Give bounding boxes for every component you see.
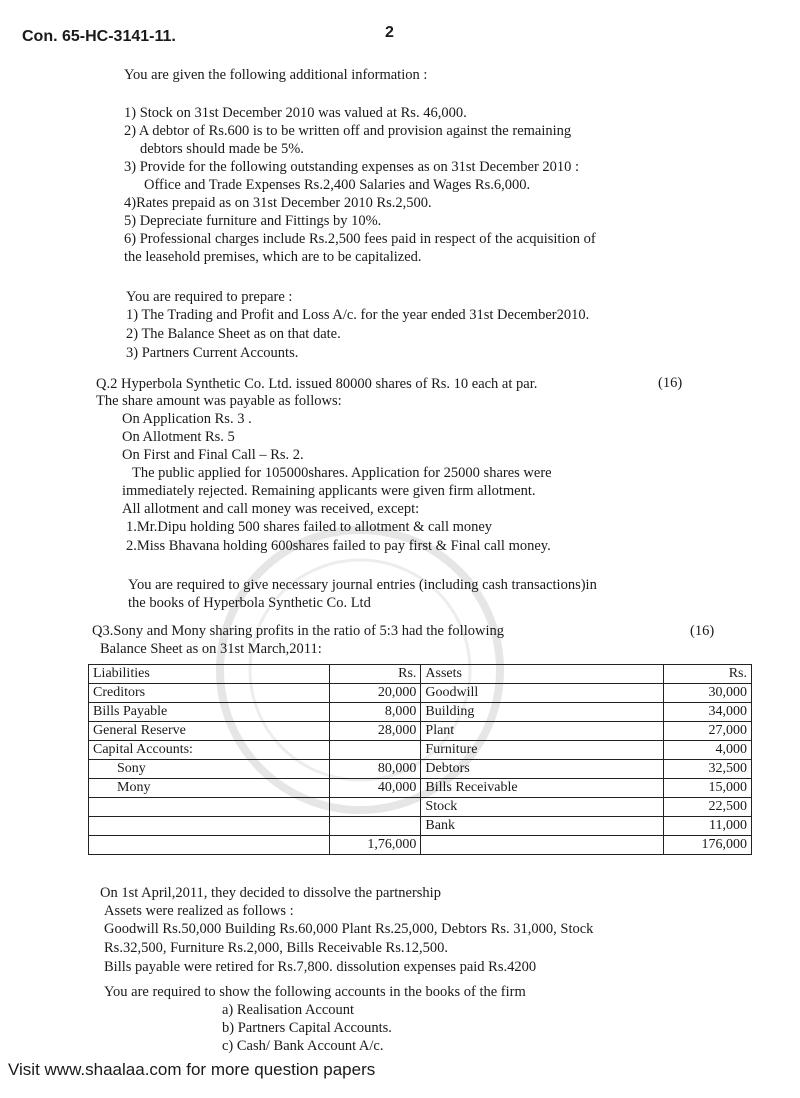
table-cell: Building <box>421 703 664 722</box>
q3-after-line: Assets were realized as follows : <box>104 903 294 919</box>
table-total-row <box>89 836 752 855</box>
page-number: 2 <box>385 24 394 41</box>
table-cell: General Reserve <box>89 722 330 741</box>
table-row <box>89 722 752 741</box>
required-item: 3) Partners Current Accounts. <box>126 345 299 361</box>
table-cell: 20,000 <box>329 684 421 703</box>
table-row <box>89 779 752 798</box>
q2-line: All allotment and call money was received, except: <box>122 501 420 517</box>
info-line: 3) Provide for the following outstanding expenses as on 31st December 2010 : <box>124 159 580 175</box>
table-cell: 30,000 <box>664 684 752 703</box>
q2-line: On Allotment Rs. 5 <box>122 429 235 445</box>
table-row <box>89 798 752 817</box>
table-cell: 15,000 <box>664 779 752 798</box>
table-cell: Mony <box>89 779 330 798</box>
required-intro: You are required to prepare : <box>126 289 293 305</box>
info-line: 2) A debtor of Rs.600 is to be written off and provision against the remaining <box>124 123 572 139</box>
q2-line: 1.Mr.Dipu holding 500 shares failed to allotment & call money <box>126 519 493 535</box>
table-cell <box>421 836 664 855</box>
q2-line: The public applied for 105000shares. Application for 25000 shares were <box>132 465 552 481</box>
table-cell: 40,000 <box>329 779 421 798</box>
table-cell: 34,000 <box>664 703 752 722</box>
table-cell: Capital Accounts: <box>89 741 330 760</box>
table-cell: Creditors <box>89 684 330 703</box>
table-row <box>89 684 752 703</box>
table-row <box>89 817 752 836</box>
table-cell: 4,000 <box>664 741 752 760</box>
q3-after-line: Rs.32,500, Furniture Rs.2,000, Bills Receivable Rs.12,500. <box>104 940 448 956</box>
q3-after-line: Bills payable were retired for Rs.7,800. dissolution expenses paid Rs.4200 <box>104 959 537 975</box>
info-line: 4)Rates prepaid as on 31st December 2010 Rs.2,500. <box>124 195 432 211</box>
table-cell: Furniture <box>421 741 664 760</box>
table-row <box>89 760 752 779</box>
table-cell <box>329 817 421 836</box>
q2-line: immediately rejected. Remaining applicants were given firm allotment. <box>122 483 536 499</box>
table-cell <box>89 798 330 817</box>
q3-after-line: Goodwill Rs.50,000 Building Rs.60,000 Plant Rs.25,000, Debtors Rs. 31,000, Stock <box>104 921 594 937</box>
table-cell: 80,000 <box>329 760 421 779</box>
q3-after-line: On 1st April,2011, they decided to dissolve the partnership <box>100 885 441 901</box>
header-rs: Rs. <box>329 665 421 684</box>
table-cell <box>329 798 421 817</box>
total-assets: 176,000 <box>664 836 752 855</box>
table-cell: Goodwill <box>421 684 664 703</box>
table-cell: 11,000 <box>664 817 752 836</box>
header-assets: Assets <box>421 665 664 684</box>
q3-after-line: You are required to show the following accounts in the books of the firm <box>104 984 526 1000</box>
q2-line: 2.Miss Bhavana holding 600shares failed to pay first & Final call money. <box>126 538 551 554</box>
q2-line: the books of Hyperbola Synthetic Co. Ltd <box>128 595 371 611</box>
paper-code: Con. 65-HC-3141-11. <box>22 28 176 45</box>
account-item: b) Partners Capital Accounts. <box>222 1020 392 1036</box>
table-cell: Debtors <box>421 760 664 779</box>
table-cell <box>89 836 330 855</box>
info-line: Office and Trade Expenses Rs.2,400 Salaries and Wages Rs.6,000. <box>144 177 531 193</box>
additional-info-intro: You are given the following additional information : <box>124 67 428 83</box>
table-cell: 22,500 <box>664 798 752 817</box>
table-row <box>89 703 752 722</box>
required-item: 2) The Balance Sheet as on that date. <box>126 326 341 342</box>
info-line: the leasehold premises, which are to be capitalized. <box>124 249 422 265</box>
info-line: 1) Stock on 31st December 2010 was valued at Rs. 46,000. <box>124 105 467 121</box>
table-cell: Bills Receivable <box>421 779 664 798</box>
table-cell: 32,500 <box>664 760 752 779</box>
table-cell <box>89 817 330 836</box>
balance-sheet-table <box>88 664 752 855</box>
table-cell: Bills Payable <box>89 703 330 722</box>
q3-title: Q3.Sony and Mony sharing profits in the ratio of 5:3 had the following <box>92 623 504 639</box>
header-rs: Rs. <box>664 665 752 684</box>
q3-marks: (16) <box>690 623 715 639</box>
q2-line: The share amount was payable as follows: <box>96 393 342 409</box>
account-item: c) Cash/ Bank Account A/c. <box>222 1038 384 1054</box>
q2-title: Q.2 Hyperbola Synthetic Co. Ltd. issued 80000 shares of Rs. 10 each at par. <box>96 376 538 392</box>
table-cell: 28,000 <box>329 722 421 741</box>
q2-line: On First and Final Call – Rs. 2. <box>122 447 304 463</box>
info-line: 5) Depreciate furniture and Fittings by 10%. <box>124 213 382 229</box>
table-cell: 8,000 <box>329 703 421 722</box>
table-cell: 27,000 <box>664 722 752 741</box>
footer-link-text: Visit www.shaalaa.com for more question papers <box>8 1060 376 1079</box>
info-line: 6) Professional charges include Rs.2,500 fees paid in respect of the acquisition of <box>124 231 596 247</box>
required-item: 1) The Trading and Profit and Loss A/c. for the year ended 31st December2010. <box>126 307 590 323</box>
q2-line: On Application Rs. 3 . <box>122 411 252 427</box>
table-cell <box>329 741 421 760</box>
header-liabilities: Liabilities <box>89 665 330 684</box>
account-item: a) Realisation Account <box>222 1002 355 1018</box>
q2-marks: (16) <box>658 375 683 391</box>
total-liabilities: 1,76,000 <box>329 836 421 855</box>
table-row <box>89 741 752 760</box>
table-cell: Stock <box>421 798 664 817</box>
table-cell: Sony <box>89 760 330 779</box>
table-cell: Plant <box>421 722 664 741</box>
table-header-row <box>89 665 752 684</box>
q3-subtitle: Balance Sheet as on 31st March,2011: <box>100 641 322 657</box>
q2-line: You are required to give necessary journal entries (including cash transactions)in <box>128 577 597 593</box>
table-cell: Bank <box>421 817 664 836</box>
info-line: debtors should made be 5%. <box>140 141 304 157</box>
